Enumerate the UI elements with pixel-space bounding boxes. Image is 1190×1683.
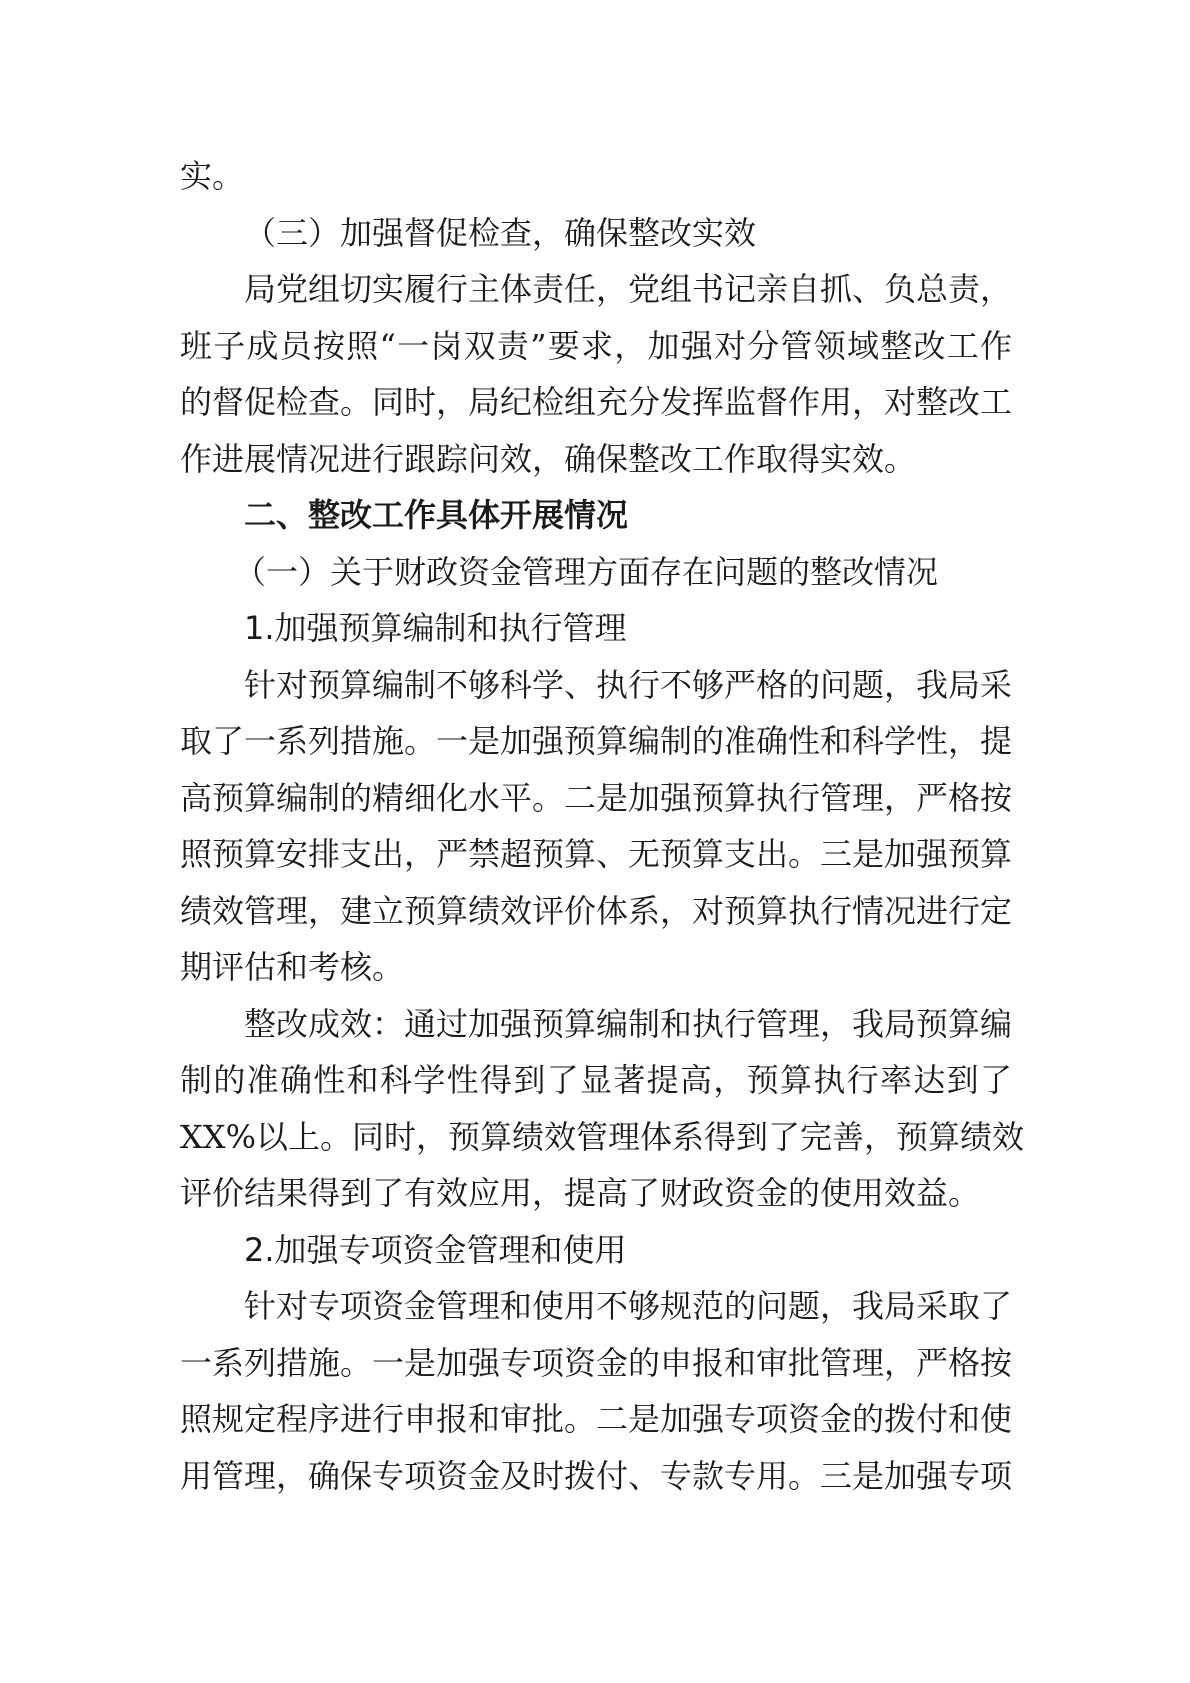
item-heading-1: 1.加强预算编制和执行管理 (244, 609, 627, 647)
paragraph-line: 实。 (180, 157, 245, 195)
paragraph-line: 整改成效：通过加强预算编制和执行管理，我局预算编 (244, 1004, 1013, 1043)
paragraph-line: 一系列措施。一是加强专项资金的申报和审批管理，严格按 (180, 1343, 1013, 1382)
paragraph-line: 高预算编制的精细化水平。二是加强预算执行管理，严格按 (180, 778, 1013, 817)
paragraph-line: 照规定程序进行申报和审批。二是加强专项资金的拨付和使 (180, 1400, 1013, 1438)
paragraph-line: 制的准确性和科学性得到了显著提高，预算执行率达到了 (180, 1061, 1012, 1099)
paragraph-line: 作进展情况进行跟踪问效，确保整改工作取得实效。 (180, 439, 917, 478)
subsection-heading-1: （一）关于财政资金管理方面存在问题的整改情况 (234, 552, 939, 591)
item-heading-2: 2.加强专项资金管理和使用 (244, 1230, 627, 1269)
paragraph-line: 班子成员按照“一岗双责”要求，加强对分管领域整改工作 (180, 326, 1012, 365)
paragraph-line: 照预算安排支出，严禁超预算、无预算支出。三是加强预算 (180, 835, 1013, 873)
section-heading-2: 二、整改工作具体开展情况 (244, 496, 629, 534)
paragraph-line: 绩效管理，建立预算绩效评价体系，对预算执行情况进行定 (180, 891, 1013, 930)
paragraph-line: 的督促检查。同时，局纪检组充分发挥监督作用，对整改工 (180, 383, 1013, 421)
paragraph-line: XX%以上。同时，预算绩效管理体系得到了完善，预算绩效 (180, 1117, 1024, 1156)
paragraph-line: 局党组切实履行主体责任，党组书记亲自抓、负总责， (244, 270, 1013, 308)
paragraph-line: 用管理，确保专项资金及时拨付、专款专用。三是加强专项 (180, 1456, 1013, 1495)
paragraph-line: 评价结果得到了有效应用，提高了财政资金的使用效益。 (180, 1174, 981, 1212)
paragraph-line: 针对专项资金管理和使用不够规范的问题，我局采取了 (244, 1287, 1013, 1325)
paragraph-line: 期评估和考核。 (180, 948, 405, 986)
section-heading-3: （三）加强督促检查，确保整改实效 (244, 213, 757, 252)
document-page (180, 148, 1024, 1504)
paragraph-line: 取了一系列措施。一是加强预算编制的准确性和科学性，提 (180, 722, 1013, 760)
paragraph-line: 针对预算编制不够科学、执行不够严格的问题，我局采 (244, 665, 1013, 704)
